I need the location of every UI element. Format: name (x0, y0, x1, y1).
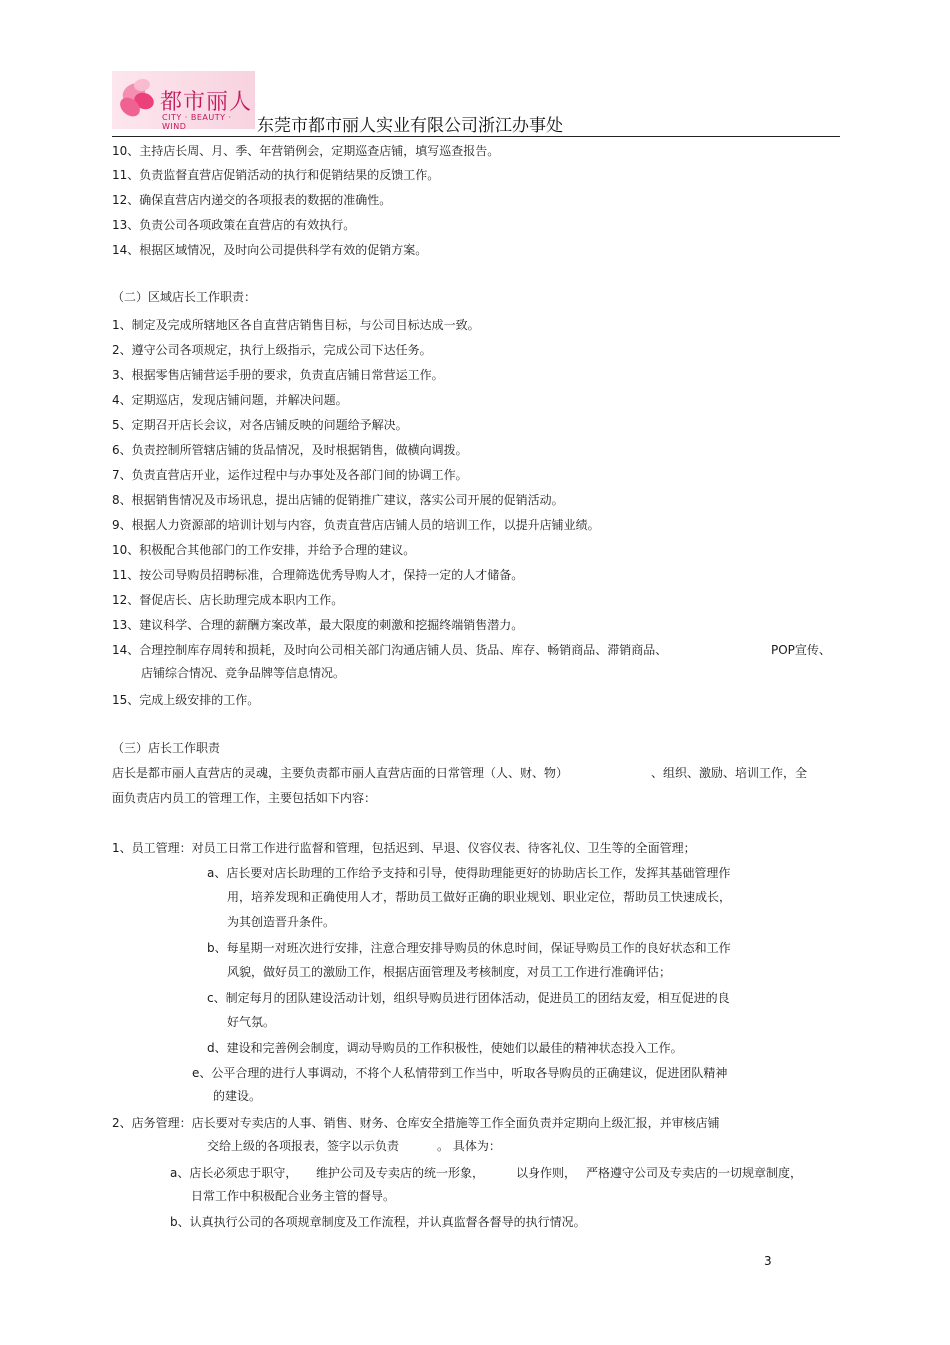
text-line: 3、根据零售店铺营运手册的要求，负责直店铺日常营运工作。 (112, 368, 444, 382)
text-line: 7、负责直营店开业，运作过程中与办事处及各部门间的协调工作。 (112, 468, 468, 482)
text-line: e、公平合理的进行人事调动，不将个人私情带到工作当中，听取各导购员的正确建议，促进团队精神 (192, 1066, 728, 1080)
text-line: 日常工作中积极配合业务主管的督导。 (191, 1189, 396, 1203)
text-line: 10、积极配合其他部门的工作安排，并给予合理的建议。 (112, 543, 416, 557)
text-line: 4、定期巡店，发现店铺问题，并解决问题。 (112, 393, 348, 407)
text-line: 1、制定及完成所辖地区各自直营店销售目标，与公司目标达成一致。 (112, 318, 480, 332)
text-line: 为其创造晋升条件。 (227, 915, 336, 929)
text-line: d、建设和完善例会制度，调动导购员的工作积极性，使她们以最佳的精神状态投入工作。 (207, 1041, 683, 1055)
text-line: 9、根据人力资源部的培训计划与内容，负责直营店店铺人员的培训工作，以提升店铺业绩。 (112, 518, 600, 532)
section-heading: （二）区域店长工作职责： (112, 290, 257, 304)
section-heading: （三）店长工作职责 (112, 741, 221, 755)
logo-subtext: CITY · BEAUTY · WIND (162, 113, 232, 131)
text-line: 用，培养发现和正确使用人才，帮助员工做好正确的职业规划、职业定位，帮助员工快速成长， (227, 890, 732, 904)
text-line: a、店长要对店长助理的工作给予支持和引导，使得助理能更好的协助店长工作，发挥其基础管理作 (207, 866, 731, 880)
text-line: a、店长必须忠于职守， (170, 1166, 298, 1180)
text-line: 的建设。 (213, 1089, 262, 1103)
text-line: 14、根据区域情况，及时向公司提供科学有效的促销方案。 (112, 243, 428, 257)
logo-text: 都市丽人 (160, 90, 253, 115)
text-line: 12、督促店长、店长助理完成本职内工作。 (112, 593, 344, 607)
text-line: 15、完成上级安排的工作。 (112, 693, 260, 707)
text-line: 以身作则， (516, 1166, 577, 1180)
text-line: 12、确保直营店内递交的各项报表的数据的准确性。 (112, 193, 392, 207)
company-name: 东莞市都市丽人实业有限公司浙江办事处 (257, 116, 563, 136)
text-line: c、制定每月的团队建设活动计划，组织导购员进行团体活动，促进员工的团结友爱，相互促进的良 (207, 991, 730, 1005)
text-line: 店长是都市丽人直营店的灵魂，主要负责都市丽人直营店面的日常管理（人、财、物） (112, 766, 569, 780)
company-logo (112, 71, 255, 129)
text-line: 11、负责监督直营店促销活动的执行和促销结果的反馈工作。 (112, 168, 440, 182)
text-line: 14、合理控制库存周转和损耗，及时向公司相关部门沟通店铺人员、货品、库存、畅销商品、滞销商品、 (112, 643, 668, 657)
text-line: 风貌，做好员工的激励工作，根据店面管理及考核制度，对员工工作进行准确评估； (227, 965, 672, 979)
text-line: 维护公司及专卖店的统一形象， (316, 1166, 485, 1180)
text-line: 2、店务管理：店长要对专卖店的人事、销售、财务、仓库安全措施等工作全面负责并定期向上级汇报，并审核店铺 (112, 1116, 720, 1130)
text-line: 2、遵守公司各项规定，执行上级指示，完成公司下达任务。 (112, 343, 432, 357)
text-line: b、每星期一对班次进行安排，注意合理安排导购员的休息时间，保证导购员工作的良好状态和工作 (207, 941, 731, 955)
text-line: 6、负责控制所管辖店铺的货品情况，及时根据销售，做横向调拨。 (112, 443, 468, 457)
text-line: 1、员工管理：对员工日常工作进行监督和管理，包括迟到、早退、仪容仪表、待客礼仪、卫生等的全面管理； (112, 841, 696, 855)
text-line: 面负责店内员工的管理工作，主要包括如下内容： (112, 791, 377, 805)
text-line: POP宣传、 (771, 643, 831, 657)
text-line: 交给上级的各项报表，签字以示负责 (207, 1139, 400, 1153)
text-line: 店铺综合情况、竞争品牌等信息情况。 (141, 666, 346, 680)
text-line: 5、定期召开店长会议，对各店铺反映的问题给予解决。 (112, 418, 408, 432)
header-divider (112, 136, 840, 137)
text-line: 13、建议科学、合理的薪酬方案改革，最大限度的刺激和挖掘终端销售潜力。 (112, 618, 524, 632)
text-line: 13、负责公司各项政策在直营店的有效执行。 (112, 218, 356, 232)
text-line: 。 具体为： (437, 1139, 501, 1153)
text-line: b、认真执行公司的各项规章制度及工作流程，并认真监督各督导的执行情况。 (170, 1215, 586, 1229)
text-line: 11、按公司导购员招聘标准，合理筛选优秀导购人才，保持一定的人才储备。 (112, 568, 524, 582)
text-line: 好气氛。 (227, 1015, 276, 1029)
text-line: 严格遵守公司及专卖店的一切规章制度， (586, 1166, 803, 1180)
text-line: 10、主持店长周、月、季、年营销例会，定期巡查店铺，填写巡查报告。 (112, 144, 500, 158)
text-line: 、组织、激励、培训工作，全 (651, 766, 808, 780)
page-number: 3 (764, 1254, 772, 1268)
text-line: 8、根据销售情况及市场讯息，提出店铺的促销推广建议，落实公司开展的促销活动。 (112, 493, 564, 507)
